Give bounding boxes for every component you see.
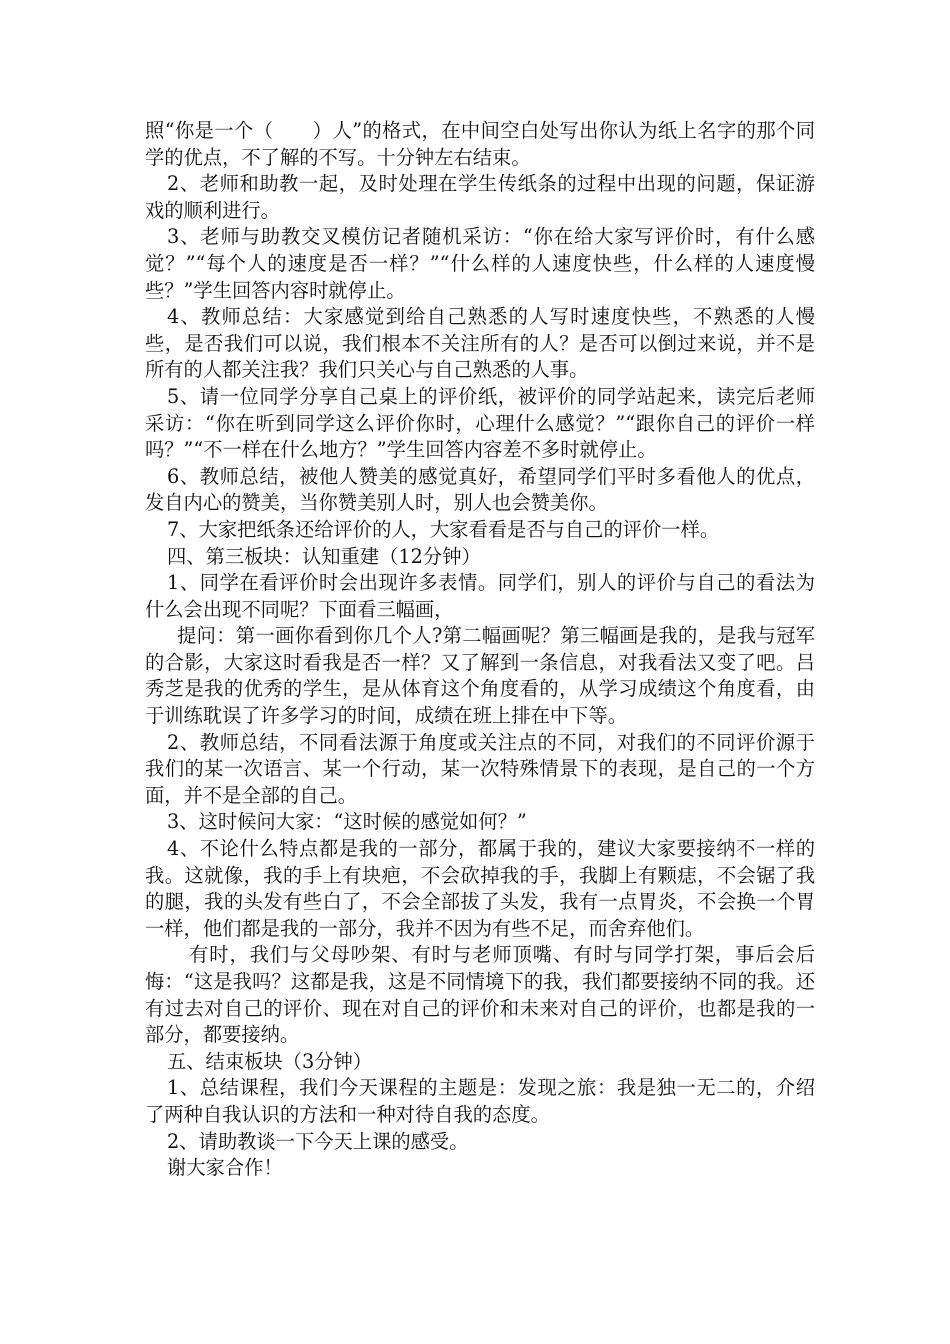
paragraph: 2、老师和助教一起，及时处理在学生传纸条的过程中出现的问题，保证游戏的顺利进行。 [145, 172, 815, 222]
paragraph: 6、教师总结，被他人赞美的感觉真好，希望同学们平时多看他人的优点，发自内心的赞美，当你赞美别人时，别人也会赞美你。 [145, 464, 815, 515]
document-page [145, 118, 815, 1182]
paragraph: 2、请助教谈一下今天上课的感受。 [167, 1129, 469, 1153]
section-heading: 四、第三板块：认知重建（12分钟） [167, 544, 481, 568]
paragraph: 提问：第一画你看到你几个人?第二幅画呢？第三幅画是我的，是我与冠军的合影，大家这时看我是否一样？又了解到一条信息，对我看法又变了吧。吕秀芝是我的优秀的学生，是从体育这个角度看的，从学习成绩这个角度看，由于训练耽误了许多学习的时间，成绩在班上排在中下等。 [145, 624, 815, 728]
paragraph: 照“你是一个（ ）人”的格式，在中间空白处写出你认为纸上名字的那个同学的优点，不了解的不写。十分钟左右结束。 [145, 119, 815, 169]
paragraph: 3、老师与助教交叉模仿记者随机采访：“你在给大家写评价时，有什么感觉？”“每个人的速度是否一样？”“什么样的人速度快些，什么样的人速度慢些？”学生回答内容时就停止。 [145, 225, 815, 302]
paragraph: 7、大家把纸条还给评价的人，大家看看是否与自己的评价一样。 [167, 517, 720, 541]
section-heading: 五、结束板块（3分钟） [167, 1049, 373, 1073]
paragraph: 3、这时候问大家：“这时候的感觉如何？” [167, 810, 527, 834]
paragraph: 5、请一位同学分享自己桌上的评价纸，被评价的同学站起来，读完后老师采访：“你在听到同学这么评价你时，心理什么感觉？”“跟你自己的评价一样吗？”“不一样在什么地方？”学生回答内容差不多时就停止。 [145, 384, 815, 462]
paragraph: 1、同学在看评价时会出现许多表情。同学们，别人的评价与自己的看法为什么会出现不同呢？下面看三幅画， [145, 571, 815, 621]
paragraph: 4、不论什么特点都是我的一部分，都属于我的，建议大家要接纳不一样的我。这就像，我的手上有块疤，不会砍掉我的手，我脚上有颗痣，不会锯了我的腿，我的头发有些白了，不会全部拔了头发，我有一点胃炎，不会换一个胃一样，他们都是我的一部分，我并不因为有些不足，而舍弃他们。 [145, 837, 815, 940]
paragraph: 4、教师总结：大家感觉到给自己熟悉的人写时速度快些，不熟悉的人慢些，是否我们可以说，我们根本不关注所有的人？是否可以倒过来说，并不是所有的人都关注我？我们只关心与自己熟悉的人事。 [145, 305, 815, 382]
paragraph: 1、总结课程，我们今天课程的主题是：发现之旅：我是独一无二的，介绍了两种自我认识的方法和一种对待自我的态度。 [145, 1076, 815, 1126]
closing-line: 谢大家合作！ [167, 1156, 283, 1180]
paragraph: 2、教师总结，不同看法源于角度或关注点的不同，对我们的不同评价源于我们的某一次语言、某一个行动，某一次特殊情景下的表现，是自己的一个方面，并不是全部的自己。 [145, 730, 815, 807]
paragraph: 有时，我们与父母吵架、有时与老师顶嘴、有时与同学打架，事后会后悔：“这是我吗？这都是我，这是不同情境下的我，我们都要接纳不同的我。还有过去对自己的评价、现在对自己的评价和未来对自己的评价，也都是我的一部分，都要接纳。 [145, 943, 815, 1047]
